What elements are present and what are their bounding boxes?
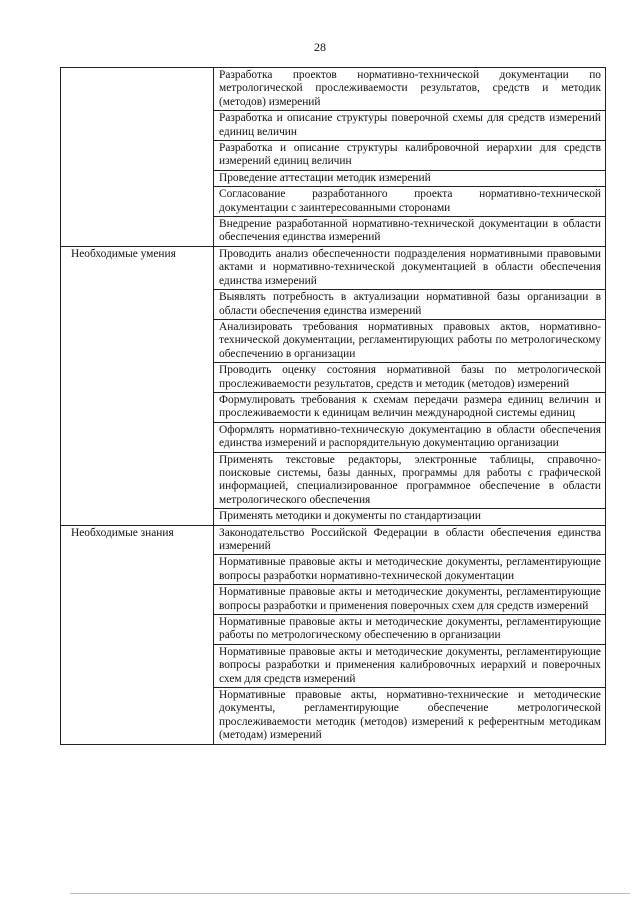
table-row	[61, 525, 606, 555]
requirement-item: Законодательство Российской Федерации в области обеспечения единства измерений	[214, 525, 606, 555]
requirement-item: Формулировать требования к схемам передачи размера единиц величин и прослеживаемости к единицам величин международной системы единиц	[214, 392, 606, 422]
requirement-item: Нормативные правовые акты и методические документы, регламентирующие вопросы разработки и применения поверочных схем для средств измерений	[214, 585, 606, 615]
requirement-item: Нормативные правовые акты и методические документы, регламентирующие вопросы разработки нормативно-технической документации	[214, 555, 606, 585]
requirement-item: Применять методики и документы по стандартизации	[214, 509, 606, 525]
section-label-cell	[61, 246, 214, 525]
requirements-table-body	[61, 68, 606, 745]
requirement-item: Оформлять нормативно-техническую документацию в области обеспечения единства измерений и распорядительную документацию организации	[214, 422, 606, 452]
requirement-item: Проведение аттестации методик измерений	[214, 170, 606, 186]
page-number: 28	[314, 40, 326, 54]
requirement-item: Разработка и описание структуры калибровочной иерархии для средств измерений единиц величин	[214, 141, 606, 171]
requirement-item: Нормативные правовые акты и методические документы, регламентирующие вопросы разработки и применения калибровочных иерархий и поверочных схем для средств измерений	[214, 644, 606, 687]
section-label-cell	[61, 525, 214, 744]
requirement-item: Нормативные правовые акты, нормативно-технические и методические документы, регламентирующие обеспечение метрологической прослеживаемости методик (методов) измерений к референтным методикам (методам) измерений	[214, 688, 606, 745]
requirement-item: Применять текстовые редакторы, электронные таблицы, справочно-поисковые системы, базы данных, программы для работы с графической информацией, специализированное программное обеспечение в области метрологического обеспечения	[214, 452, 606, 509]
requirement-item: Проводить оценку состояния нормативной базы по метрологической прослеживаемости результатов, средств и методик (методов) измерений	[214, 363, 606, 393]
requirement-item: Разработка проектов нормативно-технической документации по метрологической прослеживаемости результатов, средств и методик (методов) измерений	[214, 68, 606, 111]
section-label: Необходимые знания	[71, 526, 174, 539]
requirement-item: Выявлять потребность в актуализации нормативной базы организации в области обеспечения единства измерений	[214, 290, 606, 320]
requirement-item: Внедрение разработанной нормативно-технической документации в области обеспечения единства измерений	[214, 217, 606, 247]
requirement-item: Проводить анализ обеспеченности подразделения нормативными правовыми актами и нормативно-технической документацией в области обеспечения единства измерений	[214, 246, 606, 289]
requirement-item: Анализировать требования нормативных правовых актов, нормативно-технической документации, регламентирующих работы по метрологическому обеспечению в организации	[214, 319, 606, 362]
requirement-item: Нормативные правовые акты и методические документы, регламентирующие работы по метрологическому обеспечению в организации	[214, 615, 606, 645]
requirement-item: Согласование разработанного проекта нормативно-технической документации с заинтересованными сторонами	[214, 187, 606, 217]
table-row	[61, 68, 606, 111]
requirement-item: Разработка и описание структуры поверочной схемы для средств измерений единиц величин	[214, 111, 606, 141]
section-label-cell	[61, 68, 214, 247]
requirements-table	[60, 67, 606, 745]
section-label: Необходимые умения	[71, 247, 176, 260]
table-row	[61, 246, 606, 289]
bottom-scan-line	[70, 893, 630, 894]
